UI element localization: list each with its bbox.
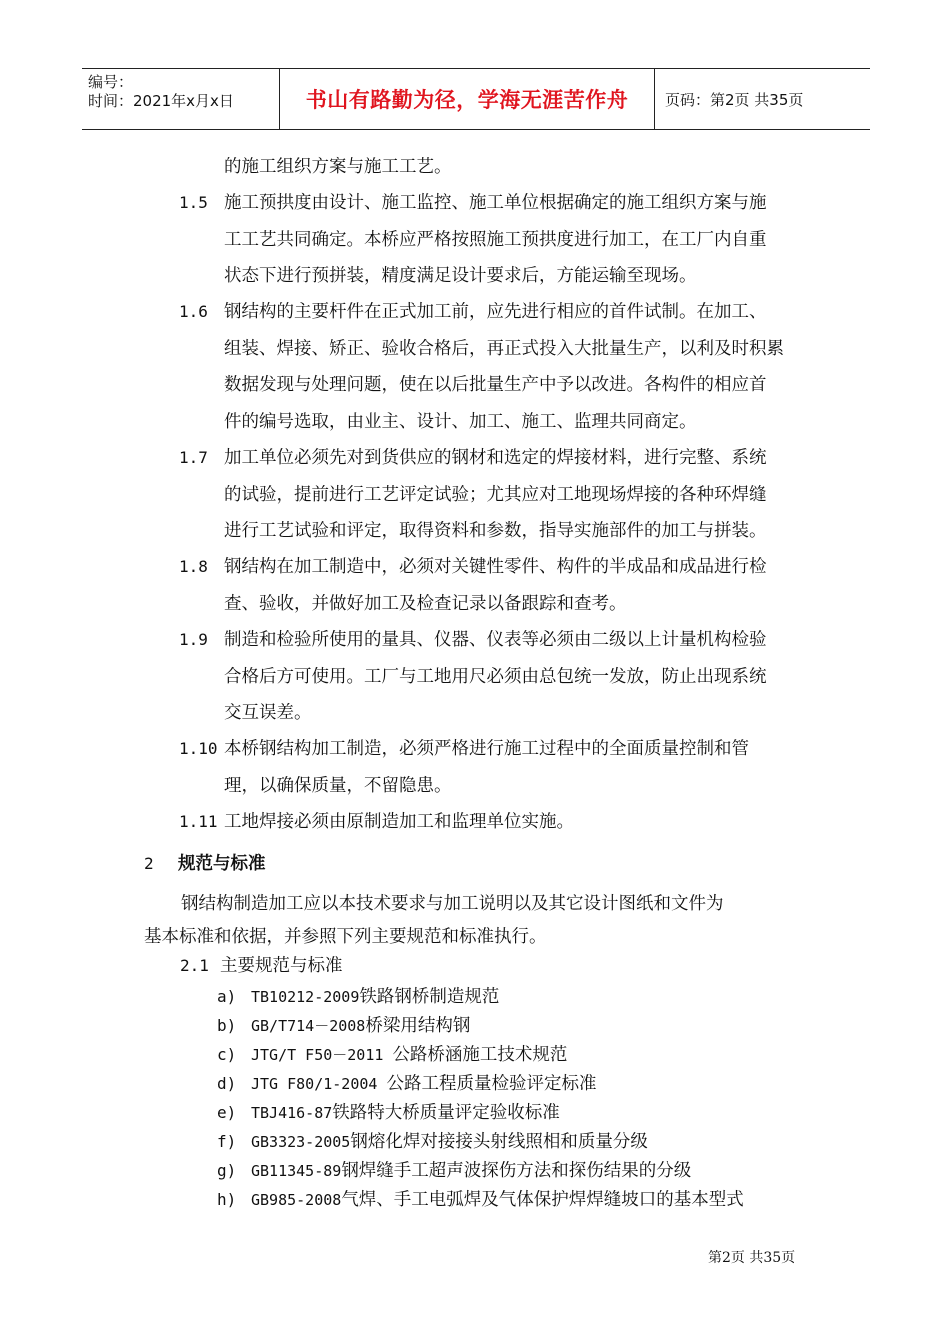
- standard-letter: h): [217, 1190, 237, 1209]
- list-item: [179, 294, 819, 440]
- intro-line: 基本标准和依据，并参照下列主要规范和标准执行。: [144, 927, 547, 947]
- item-line: 本桥钢结构加工制造，必须严格进行施工过程中的全面质量控制和管: [224, 739, 749, 759]
- subsection-title: 主要规范与标准: [220, 956, 343, 976]
- standard-name: 钢焊缝手工超声波探伤方法和探伤结果的分级: [341, 1161, 692, 1181]
- section-number: 2: [144, 854, 154, 873]
- list-item: [179, 804, 819, 841]
- subsection-number: 2.1: [180, 956, 209, 975]
- item-number: 1.10: [179, 739, 218, 758]
- item-number: 1.11: [179, 812, 218, 831]
- standard-code: JTG F80/1-2004: [251, 1075, 387, 1093]
- standard-item: [217, 1069, 596, 1099]
- list-item: [179, 731, 819, 804]
- standard-code: GB985-2008: [251, 1191, 342, 1209]
- item-number: 1.5: [179, 193, 208, 212]
- header-meta: [82, 69, 280, 129]
- item-line: 钢结构在加工制造中，必须对关键性零件、构件的半成品和成品进行检: [224, 557, 767, 577]
- item-number: 1.8: [179, 557, 208, 576]
- item-number: 1.6: [179, 302, 208, 321]
- list-item: [179, 549, 819, 622]
- standard-letter: g): [217, 1161, 237, 1180]
- standard-name: 公路桥涵施工技术规范: [392, 1045, 568, 1065]
- standard-item: [217, 1127, 648, 1157]
- item-line: 理，以确保质量，不留隐患。: [224, 775, 452, 796]
- standard-item: [217, 1098, 560, 1128]
- continuation-text: 的施工组织方案与施工工艺。: [224, 157, 452, 177]
- standard-letter: f): [217, 1132, 237, 1151]
- list-item: [179, 185, 819, 295]
- item-line: 组装、焊接、矫正、验收合格后，再正式投入大批量生产，以利及时积累: [224, 338, 784, 359]
- item-line: 数据发现与处理问题，使在以后批量生产中予以改进。各构件的相应首: [224, 375, 767, 395]
- item-line: 钢结构的主要杆件在正式加工前，应先进行相应的首件试制。在加工、: [224, 302, 767, 322]
- item-line: 进行工艺试验和评定，取得资料和参数，指导实施部件的加工与拼装。: [224, 521, 767, 541]
- standard-letter: b): [217, 1016, 237, 1035]
- item-line: 工地焊接必须由原制造加工和监理单位实施。: [224, 812, 574, 832]
- item-line: 制造和检验所使用的量具、仪器、仪表等必须由二级以上计量机构检验: [224, 630, 767, 650]
- standard-code: GB11345-89: [251, 1162, 342, 1180]
- item-line: 交互误差。: [224, 703, 312, 723]
- item-line: 的试验，提前进行工艺评定试验；尤其应对工地现场焊接的各种环焊缝: [224, 484, 767, 505]
- time-label: 时间：2021年x月x日: [88, 92, 234, 110]
- standard-name: 桥梁用结构钢: [365, 1016, 471, 1036]
- item-line: 工工艺共同确定。本桥应严格按照施工预拱度进行加工，在工厂内自重: [224, 229, 767, 250]
- section-title: 规范与标准: [178, 854, 266, 874]
- standard-code: TBJ416-87: [251, 1104, 333, 1122]
- item-line: 状态下进行预拼装，精度满足设计要求后，方能运输至现场。: [224, 266, 697, 286]
- item-number: 1.7: [179, 448, 208, 467]
- standard-item: [217, 1040, 567, 1070]
- standard-name: 公路工程质量检验评定标准: [386, 1074, 597, 1094]
- standard-code: GB/T714－2008: [251, 1017, 366, 1035]
- standard-name: 铁路钢桥制造规范: [359, 987, 500, 1007]
- item-line: 加工单位必须先对到货供应的钢材和选定的焊接材料，进行完整、系统: [224, 448, 767, 468]
- standard-item: [217, 982, 499, 1012]
- standard-code: JTG/T F50－2011: [251, 1046, 393, 1064]
- header-page-label: 页码：第2页 共35页: [665, 90, 804, 109]
- standard-name: 铁路特大桥质量评定验收标准: [332, 1103, 560, 1123]
- section-heading: [144, 849, 266, 879]
- standard-item: [217, 1185, 744, 1215]
- page-footer: 第2页 共35页: [708, 1250, 796, 1266]
- standard-item: [217, 1011, 470, 1041]
- list-item: [179, 622, 819, 732]
- subsection-heading: [180, 951, 343, 981]
- standard-letter: a): [217, 987, 237, 1006]
- page-header: [82, 68, 870, 130]
- item-line: 施工预拱度由设计、施工监控、施工单位根据确定的施工组织方案与施: [224, 193, 767, 213]
- standard-item: [217, 1156, 691, 1186]
- serial-label: 编号：: [88, 73, 134, 91]
- header-motto: 书山有路勤为径，学海无涯苦作舟: [280, 69, 655, 129]
- standard-name: 气焊、手工电弧焊及气体保护焊焊缝坡口的基本型式: [341, 1190, 744, 1210]
- standard-letter: c): [217, 1045, 237, 1064]
- item-line: 合格后方可使用。工厂与工地用尺必须由总包统一发放，防止出现系统: [224, 666, 767, 687]
- item-number: 1.9: [179, 630, 208, 649]
- list-item: [179, 440, 819, 550]
- standard-code: TB10212-2009: [251, 988, 360, 1006]
- standard-letter: e): [217, 1103, 237, 1122]
- standard-code: GB3323-2005: [251, 1133, 351, 1151]
- intro-line: 钢结构制造加工应以本技术要求与加工说明以及其它设计图纸和文件为: [181, 894, 724, 914]
- standard-name: 钢熔化焊对接接头射线照相和质量分级: [350, 1132, 648, 1152]
- item-line: 件的编号选取，由业主、设计、加工、施工、监理共同商定。: [224, 411, 697, 432]
- section-intro: [144, 888, 814, 954]
- standard-letter: d): [217, 1074, 237, 1093]
- item-line: 查、验收，并做好加工及检查记录以备跟踪和查考。: [224, 593, 627, 614]
